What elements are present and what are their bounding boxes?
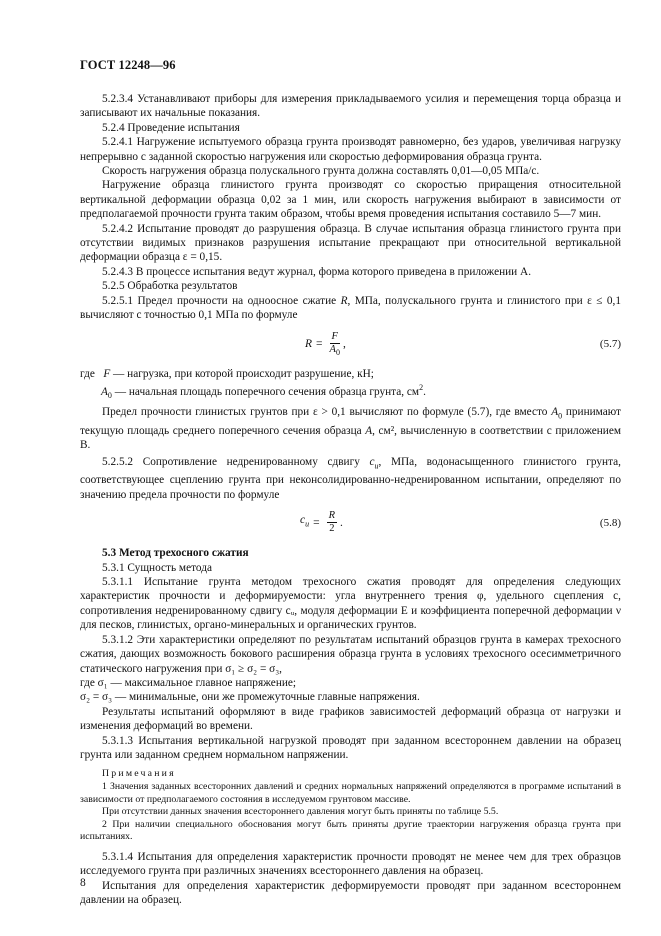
paragraph-5-2-4-1: 5.2.4.1 Нагружение испытуемого образца грунта производят равномерно, без ударов, увеличивая нагрузку непрерывно с заданной скоростью нагружения или скоростью деформирования образца грунта.	[80, 136, 621, 163]
document-header: ГОСТ 12248—96	[80, 58, 176, 72]
paragraph-loading-speed: Скорость нагружения образца полускального грунта должна составлять 0,01—0,05 МПа/с.	[102, 165, 540, 178]
heading-5-2-5: 5.2.5 Обработка результатов	[102, 280, 238, 293]
note-1: 1 Значения заданных всесторонних давлений и средних нормальных напряжений определяются в программе испытаний в зависимости от предполагаемого состояния в исследуемом грунтовом массиве.	[80, 780, 621, 805]
paragraph-5-2-5-2: 5.2.5.2 Сопротивление недренированному сдвигу $c_u$, МПа, водонасыщенного глинистого грунта, соответствующее сцеплению грунта при неконсолидированно-недренированном испытании, определяют по значению предела прочности по формуле	[80, 455, 621, 501]
formula-5-8-number: (5.8)	[599, 517, 621, 530]
formula-5-8-expression: $c_u$ = $\frac{R}{2}$ .	[300, 510, 343, 535]
formula-r: R	[305, 338, 313, 351]
paragraph-5-2-4-2: 5.2.4.2 Испытание проводят до разрушения образца. В случае испытания образца глинистого грунта при отсутствии видимых признаков разрушения испытание прекращают при относительной вертикальной деформации образца ε = 0,15.	[80, 222, 621, 264]
paragraph-5-3-1-4: 5.3.1.4 Испытания для определения характеристик прочности проводят не менее чем для трех образцов исследуемого грунта при различных значениях всестороннего давления на образец.	[80, 850, 621, 878]
symbol-r: R	[340, 294, 348, 307]
heading-5-3-1: 5.3.1 Сущность метода	[102, 561, 212, 574]
note-1b: При отсутствии данных значения всестороннего давления могут быть приняты по таблице 5.5.	[102, 806, 499, 818]
fraction-denominator: $A_0$	[329, 343, 340, 357]
paragraph-5-2-4-3: 5.2.4.3 В процессе испытания ведут журнал, форма которого приведена в приложении А.	[102, 265, 532, 278]
page-number: 8	[80, 877, 86, 889]
where-sigma2: σ₂ = σ₃ — минимальные, они же промежуточные главные напряжения.	[80, 691, 420, 704]
p5251-part-b: , МПа, полускального грунта и глинистого при ε ≤ 0,1 вычисляют с точностью 0,1 МПа по формуле	[80, 294, 621, 322]
fraction-r-over-2	[327, 510, 337, 535]
where-f: где F — нагрузка, при которой происходит разрушение, кН;	[80, 367, 374, 380]
heading-5-2-4: 5.2.4 Проведение испытания	[102, 121, 240, 134]
note-2: 2 При наличии специального обоснования могут быть приняты другие траектории нагружения образца грунта при испытаниях.	[80, 818, 621, 843]
fraction-numerator: F	[331, 330, 338, 342]
where-sigma1: где σ₁ — максимальное главное напряжение;	[80, 676, 297, 689]
paragraph-5-3-1-1: 5.3.1.1 Испытание грунта методом трехосного сжатия проводят для определения следующих характеристик прочности и деформируемости: угла внутреннего трения φ, удельного сцепления c, сопротивления недренированному сдвигу cᵤ, модуля деформации E и коэффициента поперечной деформации ν для песков, глинистых, органо-минеральных и органических грунтов.	[80, 576, 621, 632]
paragraph-5-2-5-1	[80, 294, 621, 323]
paragraph-5-3-1-3: 5.3.1.3 Испытания вертикальной нагрузкой проводят при заданном всестороннем давлении на образец грунта или заданном среднем нормальном напряжении.	[80, 734, 621, 761]
notes-title: Примечания	[102, 768, 176, 780]
paragraph-clay-loading: Нагружение образца глинистого грунта производят со скоростью приращения относительной вертикальной деформации образца 0,02 за 1 мин, или скорость нагружения выбирают в зависимости от предполагаемой прочности грунта таким образом, чтобы время проведения испытания составило 5—7 мин.	[80, 179, 621, 221]
formula-5-7-number: (5.7)	[599, 337, 621, 350]
heading-5-3: 5.3 Метод трехосного сжатия	[102, 547, 249, 560]
paragraph-deformability: Испытания для определения характеристик деформируемости проводят при заданном всестороннем давлении на образец.	[80, 879, 621, 907]
formula-5-7	[80, 325, 621, 365]
paragraph-results: Результаты испытаний оформляют в виде графиков зависимостей деформаций образца от нагрузки и изменения деформаций во времени.	[80, 705, 621, 733]
where-a0: $A_0$ — начальная площадь поперечного сечения образца грунта, $см^2$.	[101, 382, 426, 400]
formula-cu: $c_u$	[300, 514, 310, 529]
fraction-f-over-a0	[330, 331, 340, 359]
p5251-part-a: 5.2.5.1 Предел прочности на одноосное сжатие	[102, 294, 341, 307]
paragraph-clay-limit: Предел прочности глинистых грунтов при ε > 0,1 вычисляют по формуле (5.7), где вместо $A_0$ принимают текущую площадь среднего поперечного сечения образца A, см², вычисленную в соответствии с приложением В.	[80, 406, 621, 452]
formula-5-8	[80, 504, 621, 544]
fraction-numerator: R	[328, 510, 336, 522]
paragraph-5-3-1-2: 5.3.1.2 Эти характеристики определяют по результатам испытаний образцов грунта в камерах трехосного сжатия, дающих возможность бокового расширения образца грунта в условиях трехосного осесимметричного статического нагружения при σ₁ ≥ σ₂ = σ₃,	[80, 633, 621, 675]
document-body	[80, 92, 621, 908]
formula-5-7-expression: R = $\frac{F}{A_0}$ ,	[305, 330, 346, 357]
fraction-denominator: 2	[329, 523, 335, 535]
paragraph-5-2-3-4: 5.2.3.4 Устанавливают приборы для измерения прикладываемого усилия и перемещения торца образца и записывают их начальные показания.	[80, 93, 621, 120]
